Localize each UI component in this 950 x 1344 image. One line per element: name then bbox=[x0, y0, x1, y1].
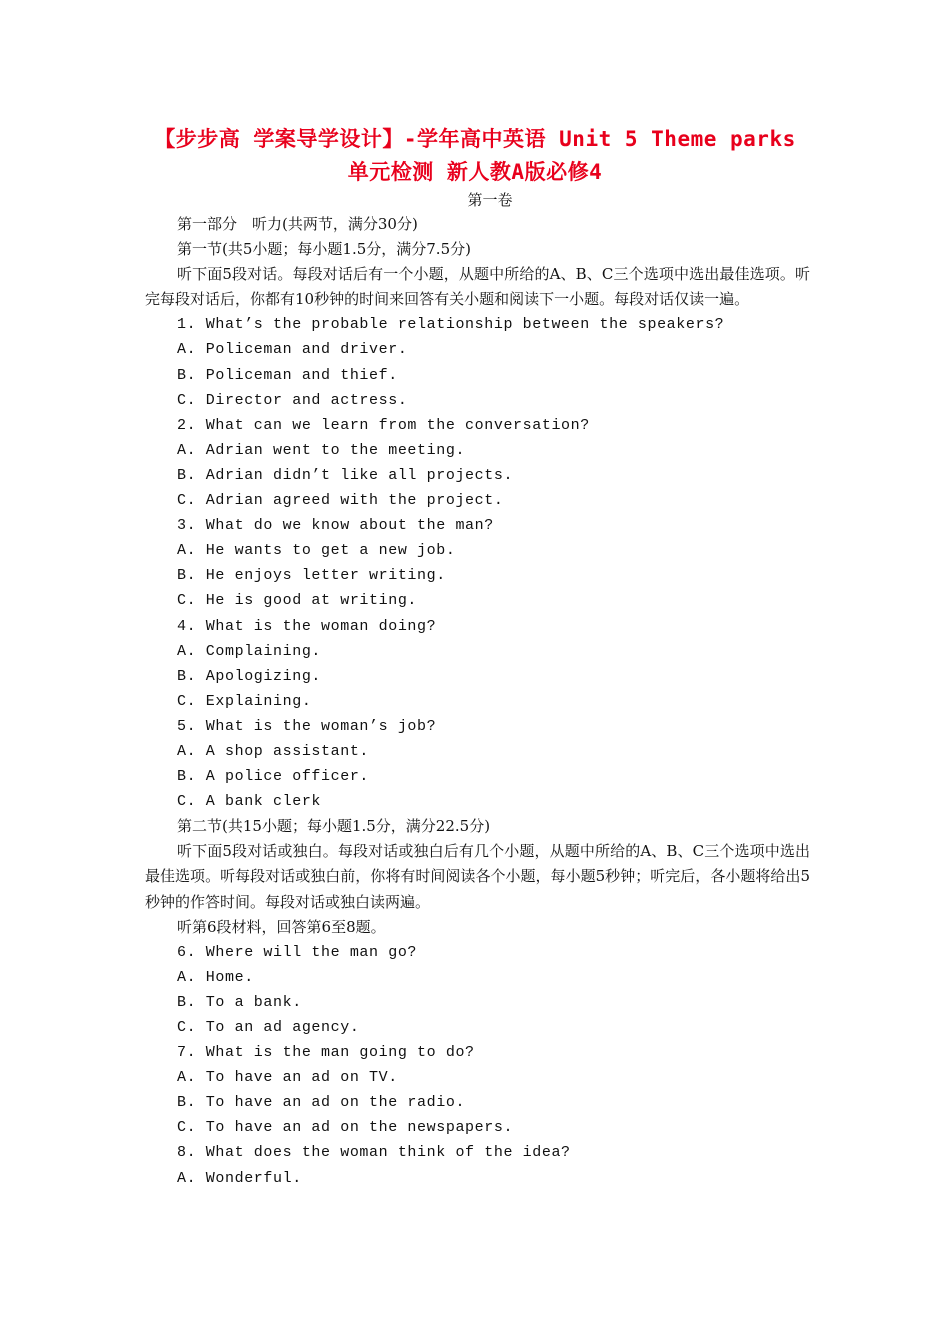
volume-heading: 第一卷 bbox=[467, 191, 513, 209]
question-line: 2. What can we learn from the conversation? bbox=[177, 416, 590, 434]
question-line: 5. What is the woman’s job? bbox=[177, 717, 437, 735]
question-line: 1. What’s the probable relationship between the speakers? bbox=[177, 316, 725, 334]
option-line: A. Wonderful. bbox=[177, 1169, 302, 1187]
question-line: 6. Where will the man go? bbox=[177, 943, 418, 961]
option-line: C. To have an ad on the newspapers. bbox=[177, 1119, 514, 1137]
section-2-instructions: 听下面5段对话或独白。每段对话或独白后有几个小题，从题中所给的A、B、C三个选项中选出最佳选项。听每段对话或独白前，你将有时间阅读各个小题，每小题5秒钟；听完后，各小题将给出5秒钟的作答时间。每段对话或独白读两遍。 bbox=[145, 842, 810, 911]
option-line: C. Explaining. bbox=[177, 692, 312, 710]
part-heading: 第一部分 听力(共两节，满分30分) bbox=[177, 215, 418, 233]
section-1-heading: 第一节(共5小题；每小题1.5分，满分7.5分) bbox=[177, 240, 471, 259]
option-line: A. Home. bbox=[177, 968, 254, 986]
option-line: A. He wants to get a new job. bbox=[177, 542, 456, 560]
option-line: C. He is good at writing. bbox=[177, 592, 418, 610]
option-line: C. A bank clerk bbox=[177, 793, 322, 811]
section-1-instructions: 听下面5段对话。每段对话后有一个小题，从题中所给的A、B、C三个选项中选出最佳选项。听完每段对话后，你都有10秒钟的时间来回答有关小题和阅读下一小题。每段对话仅读一遍。 bbox=[145, 265, 810, 309]
question-line: 3. What do we know about the man? bbox=[177, 517, 494, 535]
question-line: 8. What does the woman think of the idea? bbox=[177, 1144, 571, 1162]
option-line: B. A police officer. bbox=[177, 768, 370, 786]
option-line: B. Adrian didn’t like all projects. bbox=[177, 466, 514, 484]
question-line: 7. What is the man going to do? bbox=[177, 1044, 475, 1062]
option-line: A. Complaining. bbox=[177, 642, 322, 660]
option-line: B. To a bank. bbox=[177, 993, 302, 1011]
document-title-line-1: 【步步高 学案导学设计】-学年高中英语 Unit 5 Theme parks bbox=[154, 127, 796, 151]
option-line: B. Policeman and thief. bbox=[177, 366, 398, 384]
option-line: B. Apologizing. bbox=[177, 667, 322, 685]
option-line: C. To an ad agency. bbox=[177, 1019, 360, 1036]
option-line: B. He enjoys letter writing. bbox=[177, 567, 446, 585]
option-line: C. Adrian agreed with the project. bbox=[177, 492, 504, 510]
document-body bbox=[145, 212, 810, 1191]
option-line: A. A shop assistant. bbox=[177, 742, 370, 760]
document-title-line-2: 单元检测 新人教A版必修4 bbox=[347, 160, 603, 184]
question-line: 4. What is the woman doing? bbox=[177, 617, 437, 635]
passage-6-heading: 听第6段材料，回答第6至8题。 bbox=[177, 917, 386, 936]
option-line: C. Director and actress. bbox=[177, 391, 408, 409]
option-line: B. To have an ad on the radio. bbox=[177, 1094, 466, 1112]
option-line: A. Adrian went to the meeting. bbox=[177, 441, 466, 459]
section-2-heading: 第二节(共15小题；每小题1.5分，满分22.5分) bbox=[177, 817, 491, 836]
option-line: A. Policeman and driver. bbox=[177, 341, 408, 359]
option-line: A. To have an ad on TV. bbox=[177, 1069, 398, 1087]
